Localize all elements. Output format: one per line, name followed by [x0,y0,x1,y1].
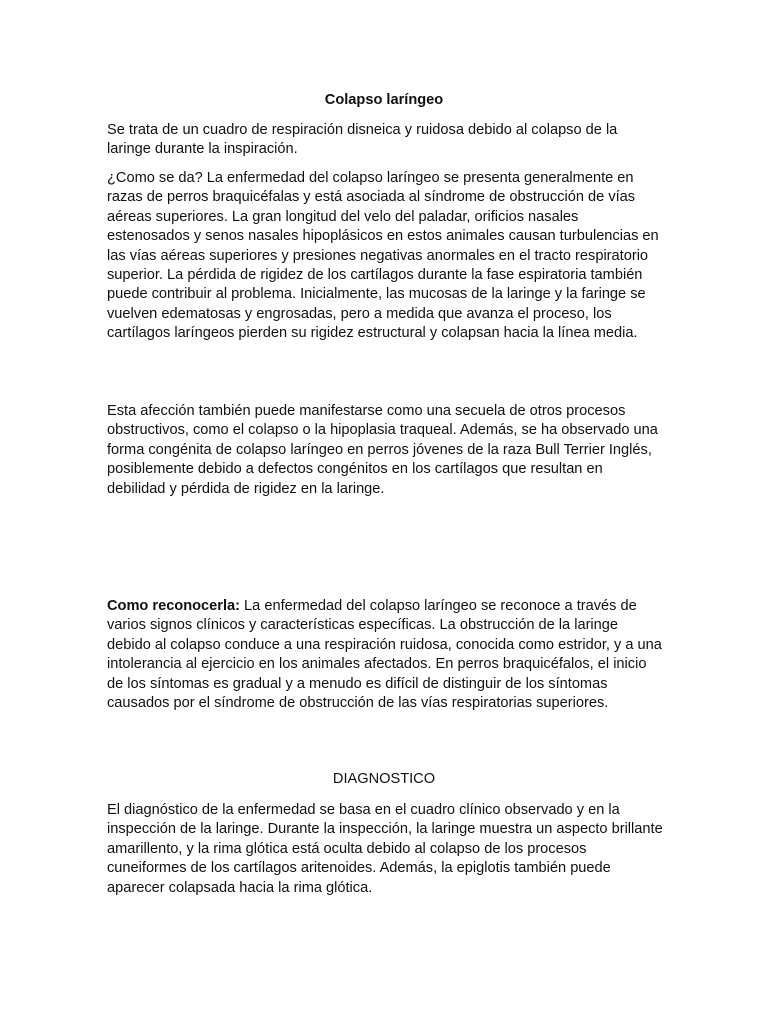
secondary-cause-paragraph: Esta afección también puede manifestarse como una secuela de otros procesos obstructivos, como el colapso o la hipoplasia traqueal. Además, se ha observado una forma congénita de colapso laríngeo en perros jóvenes de la raza Bull Terrier Inglés, posiblemente debido a defectos congénitos en los cartílagos que resultan en debilidad y pérdida de rigidez en la laringe. [107,403,658,497]
diagnostic-heading: DIAGNOSTICO [332,771,436,787]
recognition-label: Como reconocerla: [107,598,240,614]
recognition-paragraph [107,597,663,713]
document-title: Colapso laríngeo [324,92,444,108]
intro-paragraph: Se trata de un cuadro de respiración disneica y ruidosa debido al colapso de la laringe durante la inspiración. [107,122,618,158]
diagnostic-paragraph: El diagnóstico de la enfermedad se basa en el cuadro clínico observado y en la inspección de la laringe. Durante la inspección, la laringe muestra un aspecto brillante amarillento, y la rima glótica está oculta debido al colapso de los procesos cuneiformes de los cartílagos aritenoides. Además, la epiglotis también puede aparecer colapsada hacia la rima glótica. [107,802,663,896]
recognition-text: La enfermedad del colapso laríngeo se reconoce a través de varios signos clínicos y características específicas. La obstrucción de la laringe debido al colapso conduce a una respiración ruidosa, conocida como estridor, y a una intolerancia al ejercicio en los animales afectados. En perros braquicéfalos, el inicio de los síntomas es gradual y a menudo es difícil de distinguir de los síntomas causados por el síndrome de obstrucción de las vías respiratorias superiores. [107,598,662,712]
how-it-occurs-paragraph: ¿Como se da? La enfermedad del colapso laríngeo se presenta generalmente en razas de perros braquicéfalas y está asociada al síndrome de obstrucción de vías aéreas superiores. La gran longitud del velo del paladar, orificios nasales estenosados y senos nasales hipoplásicos en estos animales causan turbulencias en las vías aéreas superiores y presiones negativas anormales en el tracto respiratorio superior. La pérdida de rigidez de los cartílagos durante la fase espiratoria también puede contribuir al problema. Inicialmente, las mucosas de la laringe y la faringe se vuelven edematosas y engrosadas, pero a medida que avanza el proceso, los cartílagos laríngeos pierden su rigidez estructural y colapsan hacia la línea media. [107,170,659,342]
